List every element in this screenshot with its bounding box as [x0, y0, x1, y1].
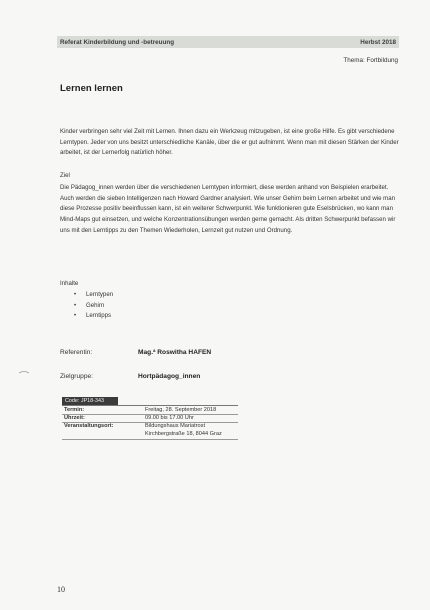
list-item-label: Lerntypen — [86, 291, 114, 298]
time-label: Uhrzeit: — [64, 415, 85, 421]
header-season: Herbst 2018 — [360, 38, 396, 46]
binding-mark-icon — [18, 370, 30, 376]
speaker-label: Referentin: — [60, 349, 93, 356]
intro-paragraph: Kinder verbringen sehr viel Zeit mit Lernen. Ihnen dazu ein Werkzeug mitzugeben, ist eine große Hilfe. Es gibt verschiedene Lerntypen. Jeder von uns besitzt unterschiedliche Kanäle, über die er gut aufnimmt. Wenn man mit diesen Stärken der Kinder arbeitet, ist der Lernerfolg natürlich höher. — [60, 128, 399, 157]
speaker-name: Mag.ª Roswitha HAFEN — [138, 349, 212, 356]
page-number: 10 — [57, 585, 65, 594]
date-value: Freitag, 28. September 2018 — [145, 407, 217, 413]
list-item-label: Lerntipps — [86, 312, 112, 319]
list-item — [74, 311, 113, 322]
goal-paragraph: Die Pädagog_innen werden über die verschiedenen Lerntypen informiert, diese werden anhand von Beispielen erarbeitet. Auch werden die sieben Intelligenzen nach Howard Gardner analysiert. Wie unser Gehirn beim Lernen arbeitet und wie man diese Prozesse positiv beeinflussen kann, ist ein weiterer Schwerpunkt. Wie funktionieren gute Eselsbrücken, wo kann man Mind-Maps gut einsetzen, und welche Konzentrationsübungen werden gerne gemacht. Als dritten Schwerpunkt befassen wir uns mit den Lerntipps zu den Themen Wiederholen, Lernzeit gut nutzen und Ordnung. — [60, 184, 396, 234]
bullet-icon: • — [74, 313, 77, 319]
venue-label: Veranstaltungsort: — [64, 423, 114, 429]
time-value: 09.00 bis 17.00 Uhr — [145, 415, 194, 421]
page-title: Lernen lernen — [60, 83, 123, 94]
venue-name: Bildungshaus Mariatrost — [145, 423, 206, 429]
bullet-icon: • — [74, 302, 77, 309]
contents-heading: Inhalte — [60, 280, 79, 287]
date-label: Termin: — [64, 407, 85, 413]
header-bar — [57, 36, 399, 48]
list-item — [74, 301, 113, 312]
audience-label: Zielgruppe: — [60, 373, 93, 380]
event-details-table — [62, 405, 238, 442]
goal-heading: Ziel — [60, 172, 70, 179]
header-department: Referat Kinderbildung und -betreuung — [60, 38, 175, 46]
list-item-label: Gehirn — [86, 301, 105, 309]
bullet-icon: • — [74, 292, 77, 298]
audience-value: Hortpädagog_innen — [138, 373, 201, 380]
table-divider — [62, 439, 238, 440]
topic-label: Thema: Fortbildung — [343, 57, 398, 64]
venue-address: Kirchbergstraße 18, 8044 Graz — [145, 431, 222, 437]
list-item — [74, 290, 113, 301]
contents-list — [74, 290, 113, 322]
course-code-badge: Code: JP18-343 — [62, 397, 118, 405]
